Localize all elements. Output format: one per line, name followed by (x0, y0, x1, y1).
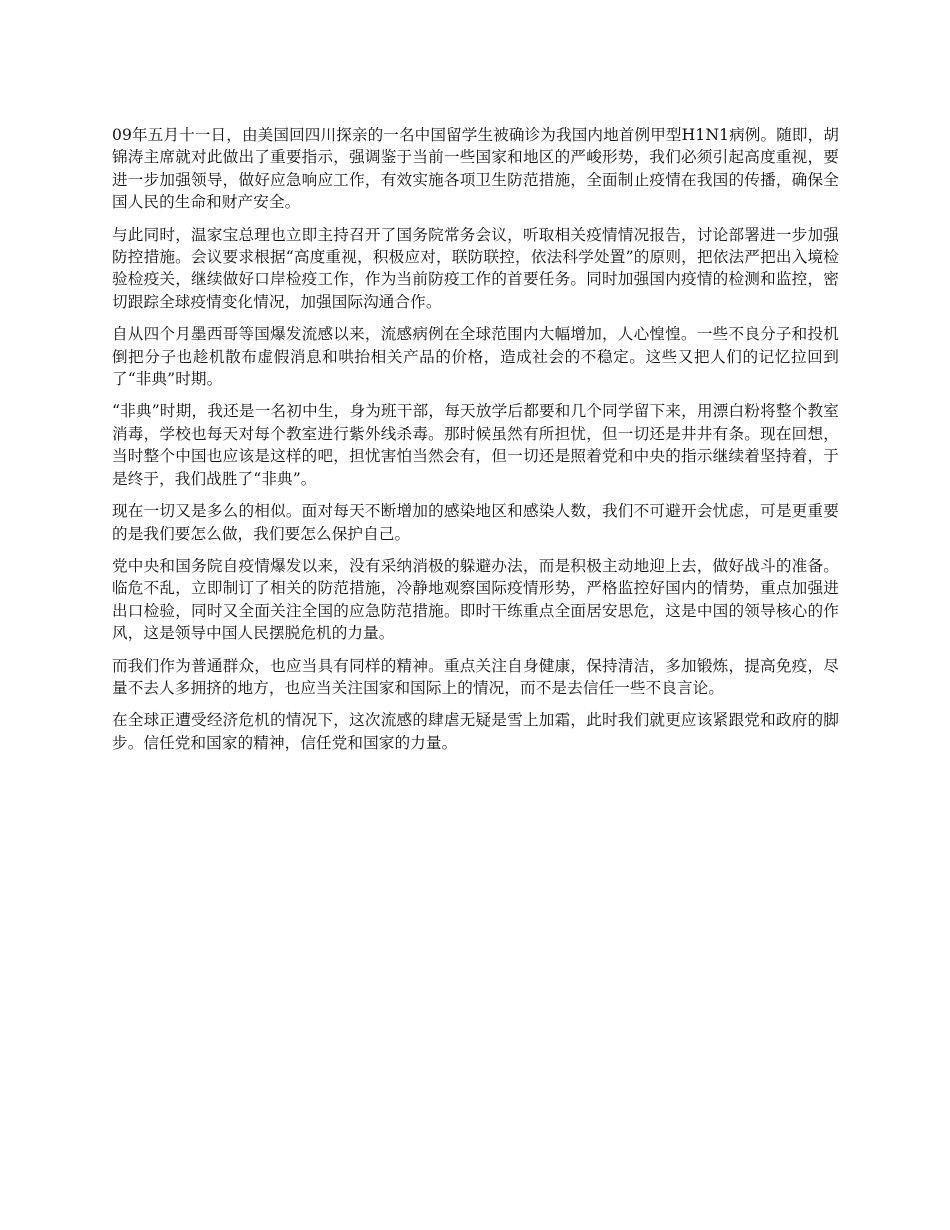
paragraph-6: 党中央和国务院自疫情爆发以来，没有采纳消极的躲避办法，而是积极主动地迎上去，做好战斗的准备。临危不乱，立即制订了相关的防范措施，冷静地观察国际疫情形势，严格监控好国内的情势，重点加强进出口检验，同时又全面关注全国的应急防范措施。即时干练重点全面居安思危，这是中国的领导核心的作风，这是领导中国人民摆脱危机的力量。 (112, 556, 839, 643)
paragraph-7: 而我们作为普通群众，也应当具有同样的精神。重点关注自身健康，保持清洁，多加锻炼，提高免疫，尽量不去人多拥挤的地方，也应当关注国家和国际上的情况，而不是去信任一些不良言论。 (112, 656, 839, 697)
document-body (112, 124, 839, 764)
paragraph-2: 与此同时，温家宝总理也立即主持召开了国务院常务会议，听取相关疫情情况报告，讨论部署进一步加强防控措施。会议要求根据“高度重视，积极应对，联防联控，依法科学处置”的原则，把依法严把出入境检验检疫关，继续做好口岸检疫工作，作为当前防疫工作的首要任务。同时加强国内疫情的检测和监控，密切跟踪全球疫情变化情况，加强国际沟通合作。 (112, 225, 839, 311)
paragraph-3: 自从四个月墨西哥等国爆发流感以来，流感病例在全球范围内大幅增加，人心惶惶。一些不良分子和投机倒把分子也趁机散布虚假消息和哄抬相关产品的价格，造成社会的不稳定。这些又把人们的记忆拉回到了“非典”时期。 (112, 325, 839, 389)
paragraph-1: 09年五月十一日，由美国回四川探亲的一名中国留学生被确诊为我国内地首例甲型H1N1病例。随即，胡锦涛主席就对此做出了重要指示，强调鉴于当前一些国家和地区的严峻形势，我们必须引起高度重视，要进一步加强领导，做好应急响应工作，有效实施各项卫生防范措施，全面制止疫情在我国的传播，确保全国人民的生命和财产安全。 (112, 126, 839, 212)
paragraph-8: 在全球正遭受经济危机的情况下，这次流感的肆虐无疑是雪上加霜，此时我们就更应该紧跟党和政府的脚步。信任党和国家的精神，信任党和国家的力量。 (112, 711, 839, 752)
paragraph-4: “非典”时期，我还是一名初中生，身为班干部，每天放学后都要和几个同学留下来，用漂白粉将整个教室消毒，学校也每天对每个教室进行紫外线杀毒。那时候虽然有所担忧，但一切还是井井有条。现在回想，当时整个中国也应该是这样的吧，担忧害怕当然会有，但一切还是照着党和中央的指示继续着坚持着，于是终于，我们战胜了“非典”。 (112, 402, 839, 488)
paragraph-5: 现在一切又是多么的相似。面对每天不断增加的感染地区和感染人数，我们不可避开会忧虑，可是更重要的是我们要怎么做，我们要怎么保护自己。 (112, 502, 839, 543)
